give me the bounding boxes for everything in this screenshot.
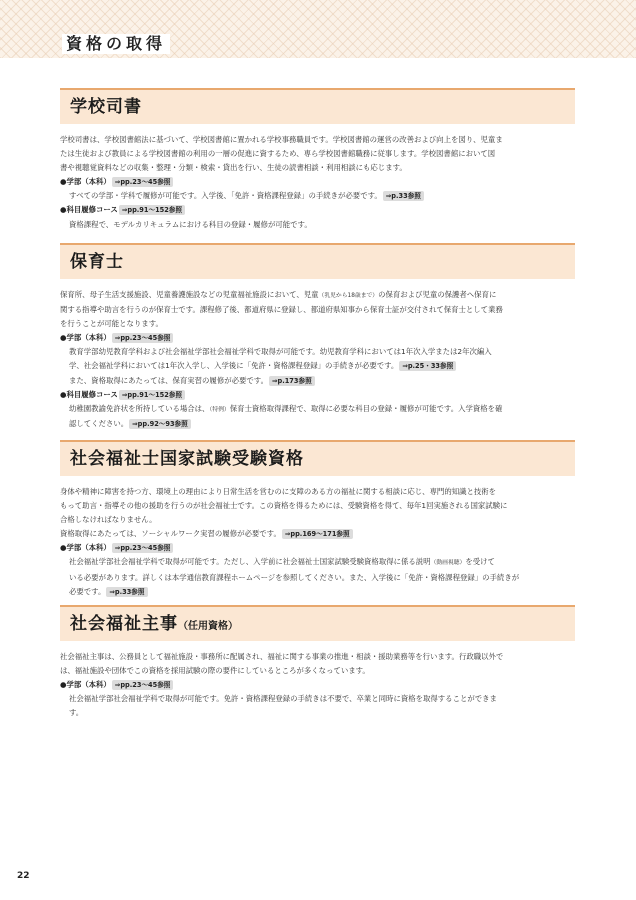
bullet-text: 社会福祉学部社会福祉学科で取得が可能です。免許・資格課程登録の手続きは不要で、卒業と同時に資格を取得することができま [69,694,497,704]
title-text: 社会福祉主事 [70,614,178,634]
page-reference: ⇒pp.23～45参照 [112,680,174,690]
page-reference: ⇒pp.92～93参照 [129,419,191,429]
page-reference: ⇒p.173参照 [269,376,315,386]
bullet-text [60,417,575,431]
section-social-welfare-officer [60,605,575,720]
text-run: 資格取得にあたっては、ソーシャルワーク実習の履修が必要です。 [60,529,281,539]
intro-line [60,288,575,303]
bullet-text [60,585,575,599]
bullet-text [60,374,575,388]
section-school-librarian [60,88,575,232]
chapter-title: 資格の取得 [62,34,170,54]
intro-line: もって助言・指導その他の援助を行うのが社会福祉士です。この資格を得るためには、受験資格を得て、毎年1回実施される国家試験に [60,501,508,511]
bullet-undergrad [60,541,575,555]
intro-line: 社会福祉主事は、公務員として福祉施設・事務所に配属され、福祉に関する事業の推進・相談・援助業務等を行います。行政職以外で [60,652,504,661]
bullet-label: ●学部（本科） [60,543,111,553]
intro-line: 書や視聴覚資料などの収集・整理・分類・検索・貸出を行い、生徒の読書相談・利用相談にも応じます。 [60,163,407,173]
page-reference: ⇒pp.91～152参照 [119,390,185,400]
page-reference: ⇒p.33参照 [106,587,147,597]
section-title: 保育士 [70,252,124,272]
section-body [60,485,575,599]
bullet-course [60,388,575,402]
bullet-text: す。 [69,708,84,718]
section-header [60,243,575,279]
bullet-text [60,555,575,570]
small-note: （動画視聴） [430,560,466,567]
intro-line: は、福祉施設や団体でこの資格を採用試験の際の要件にしているところが多くなっています。 [60,666,370,676]
section-title: 学校司書 [70,97,142,117]
bullet-label: ●学部（本科） [60,333,111,343]
text-run: の保育および児童の保護者へ保育に [378,290,497,299]
bullet-undergrad [60,331,575,345]
bullet-text: 資格課程で、モデルカリキュラムにおける科目の登録・履修が可能です。 [69,219,312,229]
bullet-text-content: すべての学部・学科で履修が可能です。入学後、「免許・資格課程登録」の手続きが必要です。 [69,191,382,201]
bullet-undergrad [60,175,575,189]
text-run: 認してください。 [69,418,129,428]
bullet-text: 教育学部幼児教育学科および社会福祉学部社会福祉学科で取得が可能です。幼児教育学科においては1年次入学または2年次編入 [69,347,492,357]
small-note: （特例） [209,406,230,413]
text-run: また、資格取得にあたっては、保育実習の履修が必要です。 [69,375,268,385]
bullet-undergrad [60,678,575,692]
section-header [60,88,575,124]
bullet-label: ●学部（本科） [60,177,111,187]
section-nursery-teacher [60,243,575,431]
intro-line: を行うことが可能となります。 [60,319,163,329]
bullet-text [60,359,575,373]
bullet-label: ●科目履修コース [60,389,118,399]
page-reference: ⇒pp.23～45参照 [112,333,174,343]
bullet-text: いる必要があります。詳しくは本学通信教育課程ホームページを参照してください。また、入学後に「免許・資格課程登録」の手続きが [69,572,520,582]
intro-line: 学校司書は、学校図書館法に基づいて、学校図書館に置かれる学校事務職員です。学校図書館の運営の改善および向上を図り、児童ま [60,135,503,144]
section-title: 社会福祉士国家試験受験資格 [70,449,304,469]
section-body [60,650,575,720]
bullet-label: ●学部（本科） [60,680,111,690]
small-note: （乳児から18歳まで） [318,293,379,299]
bullet-course [60,203,575,217]
intro-line: 関する指導や助言を行うのが保育士です。課程修了後、都道府県に登録し、都道府県知事から保育士証が交付されて保育士として業務 [60,305,503,315]
page-reference: ⇒p.25・33参照 [399,361,456,371]
intro-line: 合格しなければなりません。 [60,515,157,525]
text-run: 保育所、母子生活支援施設、児童養護施設などの児童福祉施設において、児童 [60,290,319,299]
page-reference: ⇒pp.23～45参照 [112,543,174,553]
bullet-label: ●科目履修コース [60,205,118,215]
text-run: を受けて [465,557,495,567]
text-run: 学、社会福祉学科においては1年次入学し、入学後に「免許・資格課程登録」の手続きが必要です。 [69,361,399,371]
section-social-worker-exam [60,440,575,599]
section-header [60,440,575,476]
section-title [70,612,238,639]
bullet-text [60,189,575,203]
bullet-text [60,402,575,417]
intro-line: 身体や精神に障害を持つ方、環境上の理由により日常生活を営むのに支障のある方の福祉に関する相談に応じ、専門的知識と技術を [60,487,497,496]
section-header [60,605,575,641]
text-run: 必要です。 [69,586,106,596]
text-run: 幼稚園教諭免許状を所持している場合は、 [69,403,210,413]
intro-line [60,527,575,541]
intro-line: たは生徒および教員による学校図書館の利用の一層の促進に資するため、専ら学校図書館職務に従事します。学校図書館において図 [60,149,496,159]
page-reference: ⇒pp.91～152参照 [119,205,185,215]
page-number: 22 [17,871,30,881]
title-subtext: （任用資格） [178,621,238,632]
page-reference: ⇒p.33参照 [383,191,424,201]
page-reference: ⇒pp.169～171参照 [282,529,353,539]
section-body [60,288,575,431]
section-body [60,133,575,232]
text-run: 社会福祉学部社会福祉学科で取得が可能です。ただし、入学前に社会福祉士国家試験受験資格取得に係る説明 [69,557,431,567]
text-run: 保育士資格取得課程で、取得に必要な科目の登録・履修が可能です。入学資格を確 [229,403,503,413]
page-reference: ⇒pp.23～45参照 [112,177,174,187]
